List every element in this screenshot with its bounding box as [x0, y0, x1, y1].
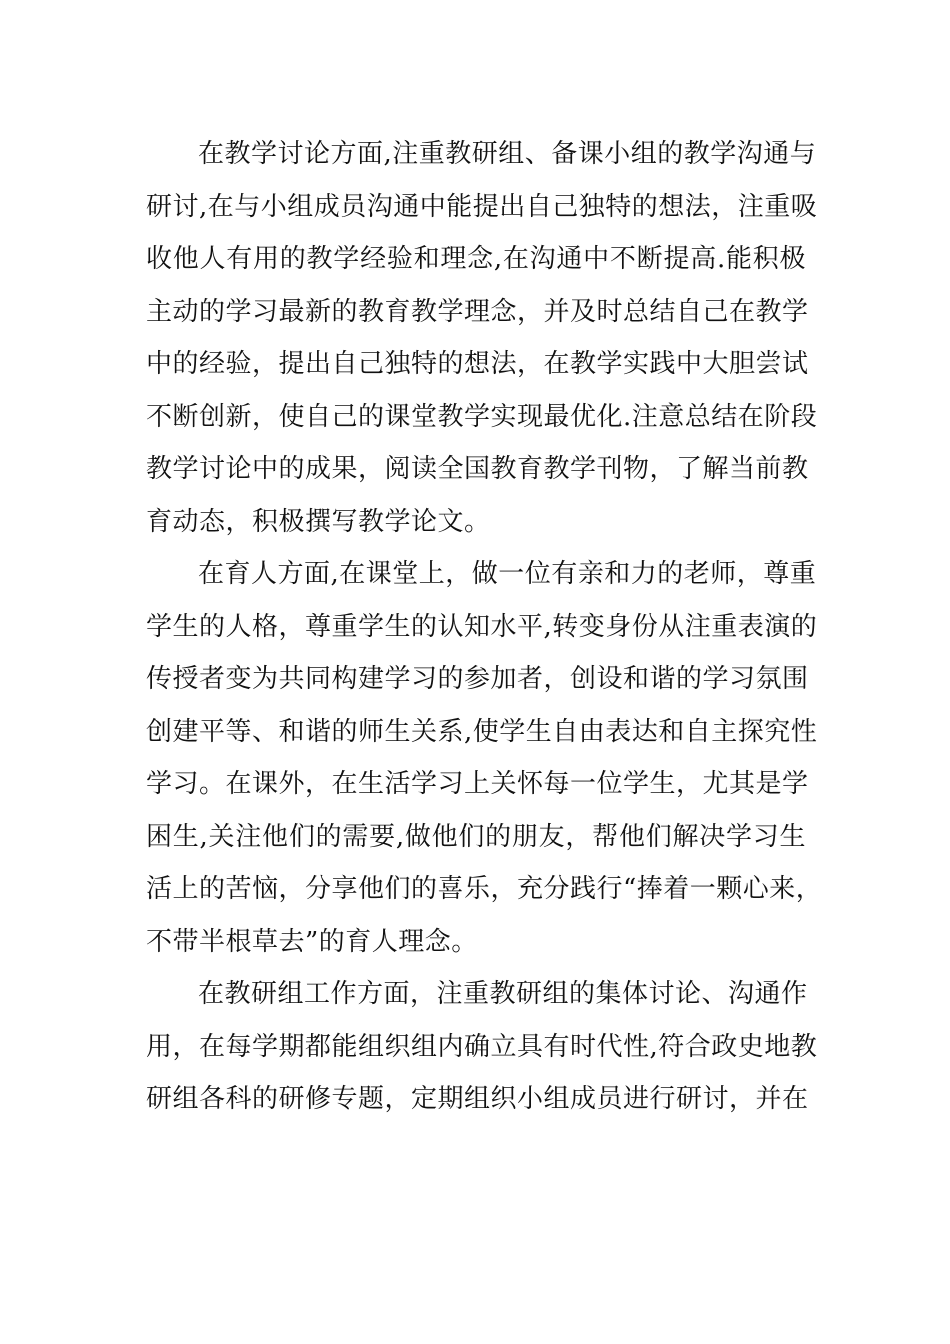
paragraph-education: [146, 548, 823, 968]
text-line: 育动态，积极撰写教学论文。: [146, 506, 491, 537]
text-line: 用，在每学期都能组织组内确立具有时代性,符合政史地教: [146, 1031, 818, 1062]
text-line: 创建平等、和谐的师生关系,使学生自由表达和自主探究性: [146, 716, 818, 747]
text-line: 传授者变为共同构建学习的参加者，创设和谐的学习氛围: [146, 664, 809, 694]
text-line: 研组各科的研修专题，定期组织小组成员进行研讨，并在: [146, 1084, 809, 1114]
text-line: 中的经验，提出自己独特的想法，在教学实践中大胆尝试: [146, 349, 809, 379]
text-line: 在教研组工作方面，注重教研组的集体讨论、沟通作: [198, 979, 808, 1009]
text-line: 困生,关注他们的需要,做他们的朋友，帮他们解决学习生: [146, 821, 806, 852]
text-line: 学习。在课外，在生活学习上关怀每一位学生，尤其是学: [146, 769, 809, 799]
paragraph-research-group: [146, 968, 818, 1126]
text-line: 活上的苦恼，分享他们的喜乐，充分践行“捧着一颗心来，: [146, 874, 823, 904]
text-line: 不断创新，使自己的课堂教学实现最优化.注意总结在阶段: [146, 401, 818, 432]
paragraph-teaching-discussion: [146, 128, 818, 548]
text-line: 不带半根草去”的育人理念。: [146, 926, 478, 957]
text-line: 教学讨论中的成果，阅读全国教育教学刊物，了解当前教: [146, 454, 809, 484]
document-body: [146, 128, 823, 1126]
text-line: 主动的学习最新的教育教学理念，并及时总结自己在教学: [146, 296, 809, 327]
text-line: 学生的人格，尊重学生的认知水平,转变身份从注重表演的: [146, 611, 818, 642]
text-line: 研讨,在与小组成员沟通中能提出自己独特的想法，注重吸: [146, 191, 818, 222]
text-line: 在教学讨论方面,注重教研组、备课小组的教学沟通与: [198, 139, 817, 169]
text-line: 在育人方面,在课堂上，做一位有亲和力的老师，尊重: [198, 559, 817, 589]
text-line: 收他人有用的教学经验和理念,在沟通中不断提高.能积极: [146, 244, 806, 274]
